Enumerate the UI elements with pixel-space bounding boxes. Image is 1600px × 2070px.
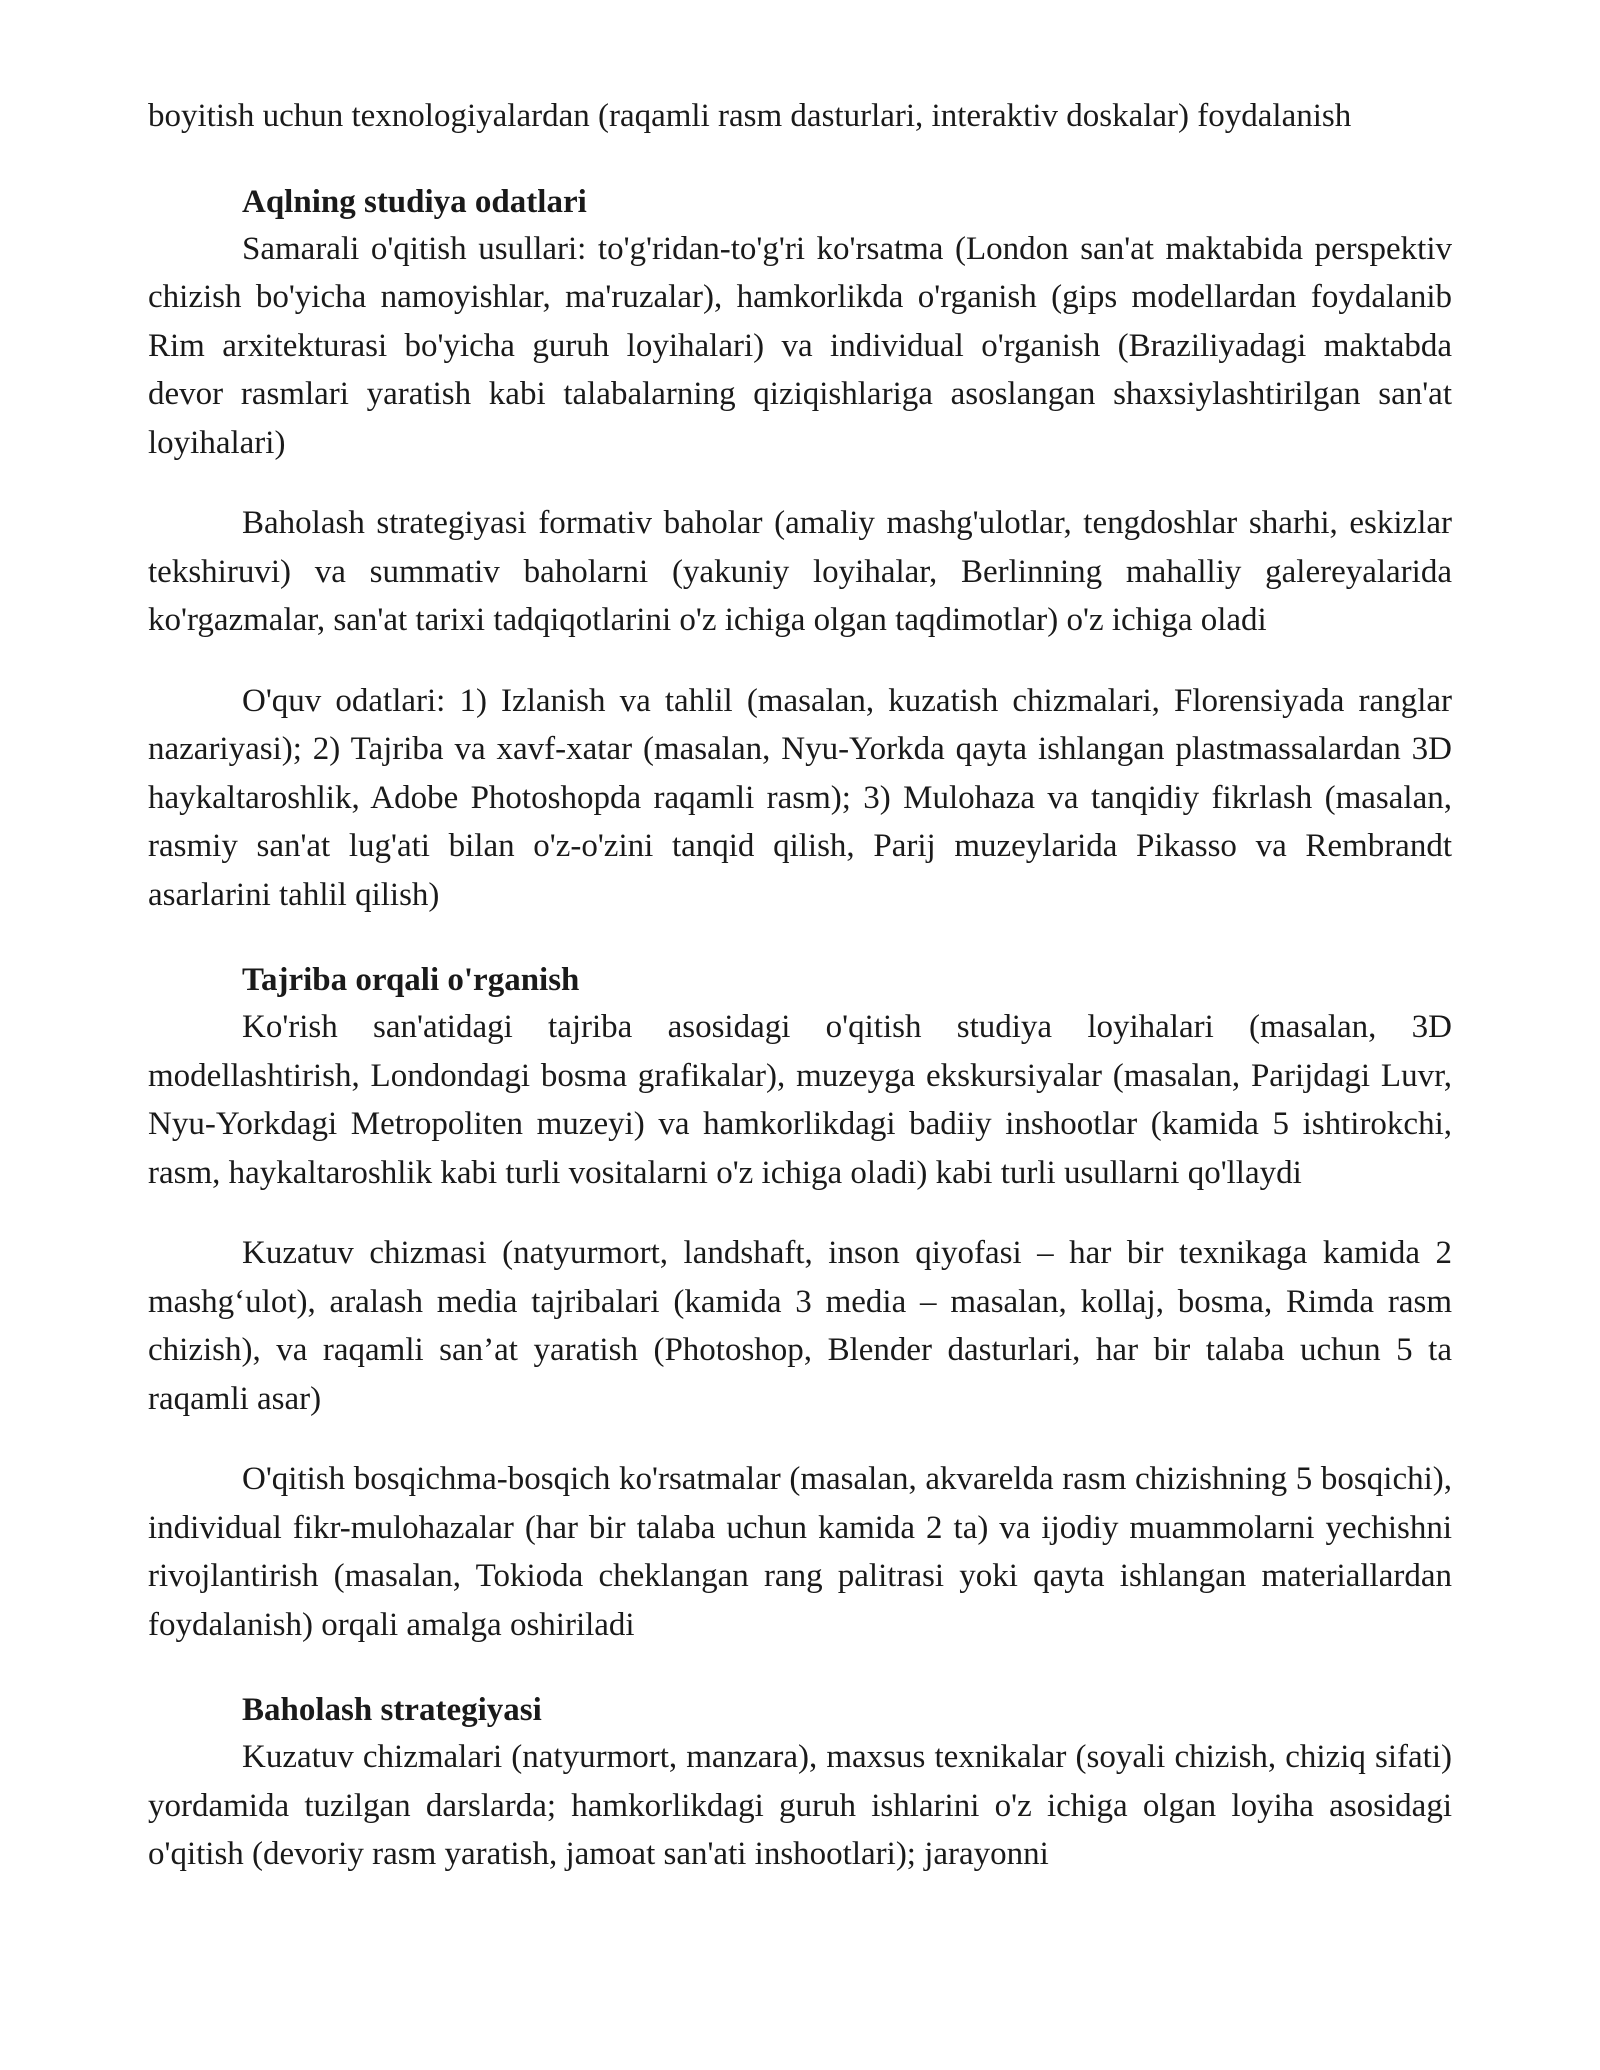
- paragraph-continuation: boyitish uchun texnologiyalardan (raqamli rasm dasturlari, interaktiv doskalar) foydalanish: [148, 98, 1352, 134]
- section-heading-studio-habits: Aqlning studiya odatlari: [242, 183, 587, 220]
- document-page: [148, 92, 1452, 1879]
- section-heading-experiential-learning: Tajriba orqali o'rganish: [242, 962, 580, 998]
- paragraph-experiential-methods: Ko'rish san'atidagi tajriba asosidagi o'qitish studiya loyihalari (masalan, 3D modellashtirish, Londondagi bosma grafikalar), muzeyga ekskursiyalar (masalan, Parijdagi Luvr, Nyu-Yorkdagi Metropoliten muzeyi) va hamkorlikdagi badiiy inshootlar (kamida 5 ishtirokchi, rasm, haykaltaroshlik kabi turli vositalarni o'z ichiga oladi) kabi turli usullarni qo'llaydi: [148, 1009, 1452, 1191]
- paragraph-observation-drawings: Kuzatuv chizmalari (natyurmort, manzara), maxsus texnikalar (soyali chizish, chiziq sifati) yordamida tuzilgan darslarda; hamkorlikdagi guruh ishlarini o'z ichiga olgan loyiha asosidagi o'qitish (devoriy rasm yaratish, jamoat san'ati inshootlari); jarayonni: [148, 1739, 1452, 1872]
- paragraph-assessment-strategy: Baholash strategiyasi formativ baholar (amaliy mashg'ulotlar, tengdoshlar sharhi, eskizlar tekshiruvi) va summativ baholarni (yakuniy loyihalar, Berlinning mahalliy galereyalarida ko'rgazmalar, san'at tarixi tadqiqotlarini o'z ichiga olgan taqdimotlar) o'z ichiga oladi: [148, 505, 1452, 638]
- paragraph-step-by-step-instruction: O'qitish bosqichma-bosqich ko'rsatmalar (masalan, akvarelda rasm chizishning 5 bosqichi), individual fikr-mulohazalar (har bir talaba uchun kamida 2 ta) va ijodiy muammolarni yechishni rivojlantirish (masalan, Tokioda cheklangan rang palitrasi yoki qayta ishlangan materiallardan foydalanish) orqali amalga oshiriladi: [148, 1461, 1452, 1643]
- paragraph-observational-drawing: Kuzatuv chizmasi (natyurmort, landshaft, inson qiyofasi – har bir texnikaga kamida 2 mashg‘ulot), aralash media tajribalari (kamida 3 media – masalan, kollaj, bosma, Rimda rasm chizish), va raqamli san’at yaratish (Photoshop, Blender dasturlari, har bir talaba uchun 5 ta raqamli asar): [148, 1235, 1452, 1417]
- paragraph-learning-habits: O'quv odatlari: 1) Izlanish va tahlil (masalan, kuzatish chizmalari, Florensiyada ranglar nazariyasi); 2) Tajriba va xavf-xatar (masalan, Nyu-Yorkda qayta ishlangan plastmassalardan 3D haykaltaroshlik, Adobe Photoshopda raqamli rasm); 3) Mulohaza va tanqidiy fikrlash (masalan, rasmiy san'at lug'ati bilan o'z-o'zini tanqid qilish, Parij muzeylarida Pikasso va Rembrandt asarlarini tahlil qilish): [148, 682, 1452, 913]
- section-heading-assessment-strategy: Baholash strategiyasi: [242, 1692, 542, 1728]
- paragraph-teaching-methods: Samarali o'qitish usullari: to'g'ridan-to'g'ri ko'rsatma (London san'at maktabida perspektiv chizish bo'yicha namoyishlar, ma'ruzalar), hamkorlikda o'rganish (gips modellardan foydalanib Rim arxitekturasi bo'yicha guruh loyihalari) va individual o'rganish (Braziliyadagi maktabda devor rasmlari yaratish kabi talabalarning qiziqishlariga asoslangan shaxsiylashtirilgan san'at loyihalari): [148, 230, 1452, 461]
